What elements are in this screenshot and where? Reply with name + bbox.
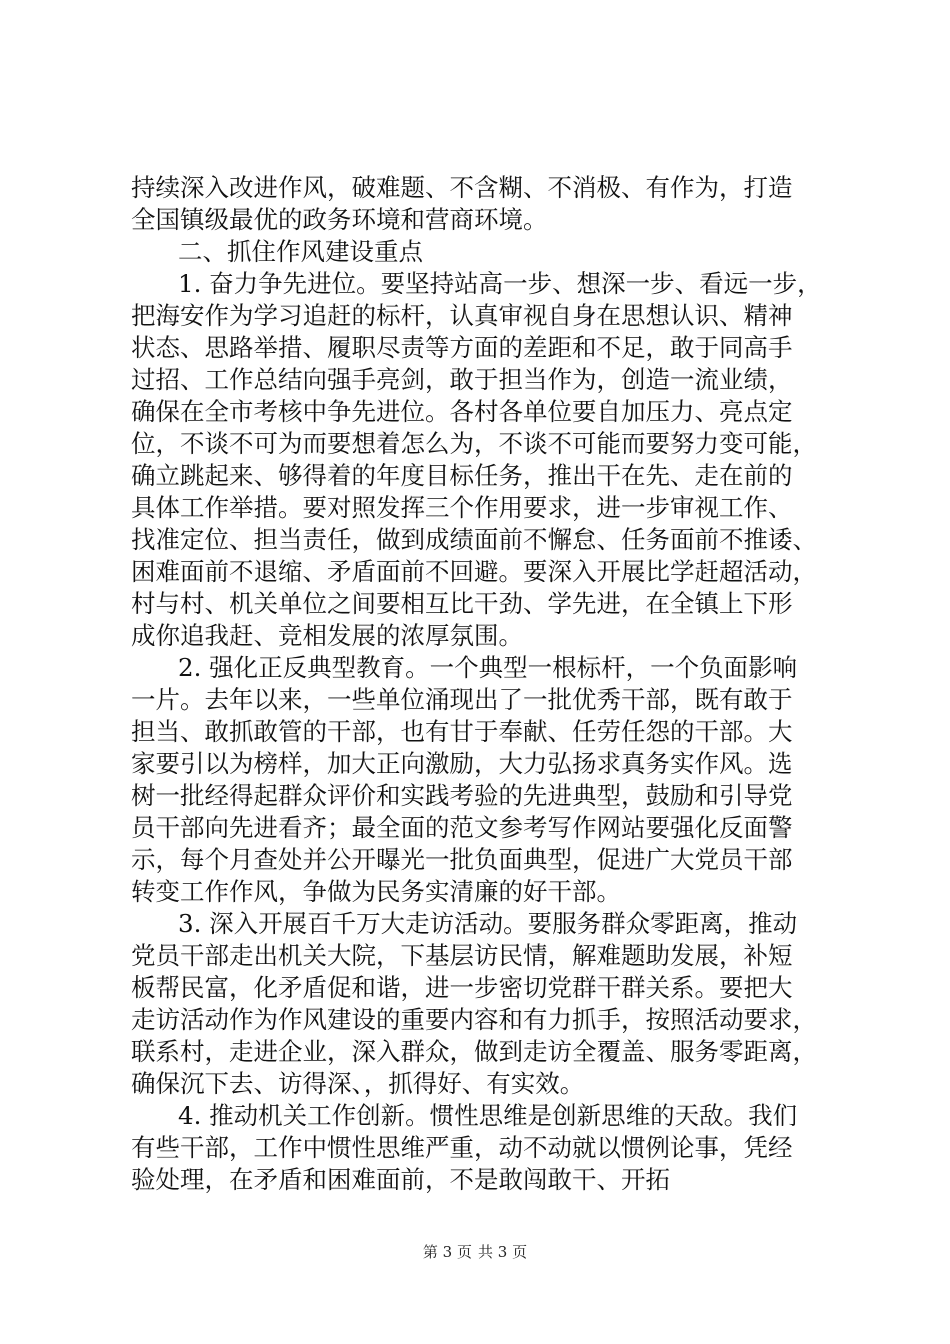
text-line: 确立跳起来、够得着的年度目标任务，推出干在先、走在前的 [131,461,793,490]
text-line: 困难面前不退缩、矛盾面前不回避。要深入开展比学赶超活动， [131,557,817,586]
text-line: 联系村，走进企业，深入群众，做到走访全覆盖、服务零距离， [131,1037,817,1066]
text-line: 全国镇级最优的政务环境和营商环境。 [131,205,548,234]
text-line: 员干部向先进看齐；最全面的范文参考写作网站要强化反面警 [131,813,793,842]
page-number-total: 共 3 页 [478,1243,528,1261]
text-line: 树一批经得起群众评价和实践考验的先进典型，鼓励和引导党 [131,781,793,810]
text-line: 家要引以为榜样，加大正向激励，大力弘扬求真务实作风。选 [131,749,793,778]
text-line: 确保在全市考核中争先进位。各村各单位要自加压力、亮点定 [131,397,793,426]
text-line: 验处理，在矛盾和困难面前，不是敢闯敢干、开拓 [131,1165,670,1194]
text-line: 成你追我赶、竞相发展的浓厚氛围。 [131,621,523,650]
text-line: 1. 奋力争先进位。要坚持站高一步、想深一步、看远一步， [178,269,822,298]
text-line: 一片。去年以来，一些单位涌现出了一批优秀干部，既有敢于 [131,685,793,714]
text-line: 有些干部，工作中惯性思维严重，动不动就以惯例论事，凭经 [131,1133,793,1162]
text-line: 找准定位、担当责任，做到成绩面前不懈怠、任务面前不推诿、 [131,525,817,554]
text-line: 位，不谈不可为而要想着怎么为，不谈不可能而要努力变可能， [131,429,817,458]
text-line: 过招、工作总结向强手亮剑，敢于担当作为，创造一流业绩， [131,365,793,394]
text-line: 转变工作作风，争做为民务实清廉的好干部。 [131,877,621,906]
text-line: 把海安作为学习追赶的标杆，认真审视自身在思想认识、精神 [131,301,793,330]
document-body [131,172,836,1196]
text-line: 板帮民富，化矛盾促和谐，进一步密切党群干群关系。要把大 [131,973,793,1002]
text-line: 确保沉下去、访得深、，抓得好、有实效。 [131,1069,585,1098]
page-footer [0,1242,950,1262]
text-line: 状态、思路举措、履职尽责等方面的差距和不足，敢于同高手 [131,333,793,362]
text-line: 3. 深入开展百千万大走访活动。要服务群众零距离，推动 [178,909,798,938]
text-line: 二、抓住作风建设重点 [178,237,423,266]
text-line: 示，每个月查处并公开曝光一批负面典型，促进广大党员干部 [131,845,793,874]
text-line: 村与村、机关单位之间要相互比干劲、学先进，在全镇上下形 [131,589,793,618]
text-line: 2. 强化正反典型教育。一个典型一根标杆，一个负面影响 [178,653,798,682]
text-line: 持续深入改进作风，破难题、不含糊、不消极、有作为，打造 [131,173,793,202]
text-line: 党员干部走出机关大院，下基层访民情，解难题助发展，补短 [131,941,793,970]
text-line: 具体工作举措。要对照发挥三个作用要求，进一步审视工作、 [131,493,793,522]
text-line: 4. 推动机关工作创新。惯性思维是创新思维的天敌。我们 [178,1101,798,1130]
page-number-current: 第 3 页 [422,1243,472,1261]
text-line: 走访活动作为作风建设的重要内容和有力抓手，按照活动要求， [131,1005,817,1034]
text-line: 担当、敢抓敢管的干部，也有甘于奉献、任劳任怨的干部。大 [131,717,793,746]
